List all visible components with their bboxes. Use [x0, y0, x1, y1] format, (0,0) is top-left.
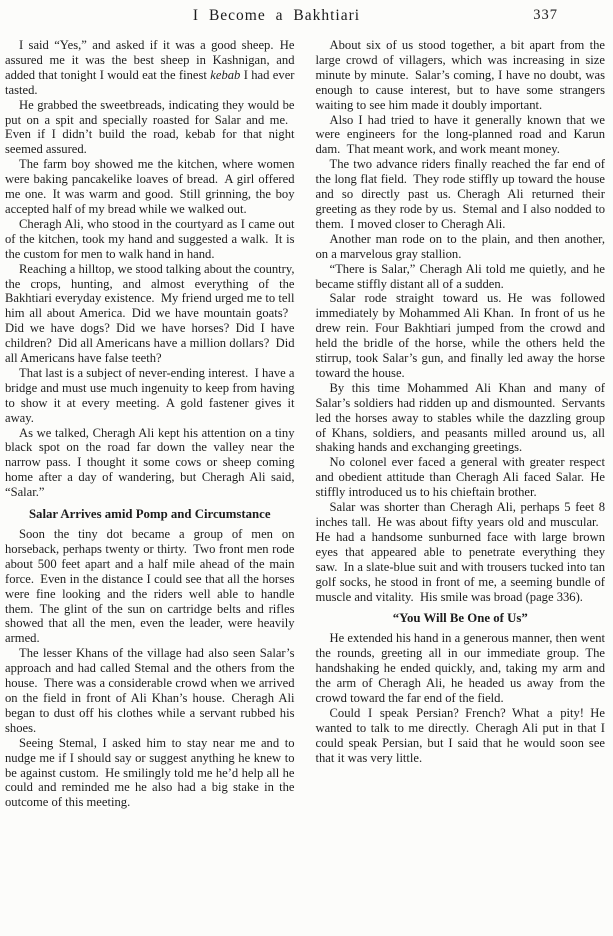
- paragraph: He extended his hand in a generous manner, then went the rounds, greeting all in our immediate group. The handshaking he ended quickly, and, taking my arm and the arm of Cheragh Ali, he headed us away from the crowd toward the far end of the field.: [315, 631, 605, 705]
- paragraph: The two advance riders finally reached the far end of the long flat field. They rode stiffly up toward the house and so directly past us. Cheragh Ali returned their greeting as they rode by us. Stemal and I also nodded to them. I moved closer to Cheragh Ali.: [315, 157, 605, 231]
- paragraph: Could I speak Persian? French? What a pity! He wanted to talk to me directly. Cheragh Ali put in that I could speak Persian, but I said that he would soon see that it was very little.: [315, 705, 605, 765]
- paragraph: As we talked, Cheragh Ali kept his attention on a tiny black spot on the road far down the valley near the narrow pass. I thought it some cows or sheep coming home after a day of wandering, but Cheragh Ali said, “Salar.”: [5, 425, 295, 500]
- section-heading: “You Will Be One of Us”: [392, 611, 528, 626]
- text-body: [0, 38, 613, 810]
- page-number: 337: [533, 7, 558, 23]
- paragraph: About six of us stood together, a bit apart from the large crowd of villagers, which was increasing in size minute by minute. Salar’s coming, I have no doubt, was enough to cause interest, but to have some strangers waiting to see him made it doubly important.: [315, 38, 605, 112]
- paragraph: Salar was shorter than Cheragh Ali, perhaps 5 feet 8 inches tall. He was about fifty years old and muscular. He had a handsome sunburned face with large brown eyes that appeared able to penetrate everything they saw. In a slate-blue suit and with trousers tucked into tan golf socks, he stood in front of me, a seeming bundle of muscle and vitality. His smile was broad (page 336).: [315, 500, 605, 604]
- paragraph: He grabbed the sweetbreads, indicating they would be put on a spit and specially roasted for Salar and me. Even if I didn’t build the road, kebab for that night seemed assured.: [5, 97, 295, 157]
- running-header: [0, 7, 613, 24]
- paragraph: Reaching a hilltop, we stood talking about the country, the crops, hunting, and almost everything of the Bakhtiari everyday existence. My friend urged me to tell him all about America. Did we have mountain goats? Did we have dogs? Did we have horses? Did I have children? Did all Americans have a million dollars? Did all Americans have false teeth?: [5, 261, 295, 366]
- paragraph: I said “Yes,” and asked if it was a good sheep. He assured me it was the best sheep in Kashnigan, and added that tonight I would eat the finest kebab I had ever tasted.: [5, 38, 295, 97]
- paragraph: The farm boy showed me the kitchen, where women were baking pancakelike loaves of bread. A girl offered me one. It was warm and good. Still grinning, the boy accepted half of my bread while we walked out.: [5, 157, 295, 216]
- paragraph: Cheragh Ali, who stood in the courtyard as I came out of the kitchen, took my hand and suggested a walk. It is the custom for men to walk hand in hand.: [5, 216, 295, 261]
- paragraph: Salar rode straight toward us. He was followed immediately by Mohammed Ali Khan. In front of us he drew rein. Four Bakhtiari jumped from the crowd and held the bridle of the horse, while the others held the stirrup, took Salar’s gun, and finally led away the horse toward the house.: [315, 291, 605, 380]
- paragraph: Another man rode on to the plain, and then another, on a marvelous gray stallion.: [315, 231, 605, 261]
- paragraph: Seeing Stemal, I asked him to stay near me and to nudge me if I should say or suggest anything he knew to be against custom. He smilingly told me he’d help all he could and reminded me he also had a big stake in the outcome of this meeting.: [5, 735, 295, 810]
- left-column: [5, 38, 295, 810]
- section-heading: Salar Arrives amid Pomp and Circumstance: [28, 507, 271, 522]
- paragraph: That last is a subject of never-ending interest. I have a bridge and must use much ingenuity to keep from having to show it at every meeting. A gold fastener gives it away.: [5, 365, 295, 425]
- paragraph: Soon the tiny dot became a group of men on horseback, perhaps twenty or thirty. Two front men rode about 500 feet apart and a half mile ahead of the main force. Even in the distance I could see that all the horses were fine looking and the riders well able to handle them. The glint of the sun on cartridge belts and rifles showed that all the men, even the leader, were heavily armed.: [5, 527, 295, 646]
- paragraph: By this time Mohammed Ali Khan and many of Salar’s soldiers had ridden up and dismounted. Servants led the horses away to stables while the dazzling group of Khans, soldiers, and peasants milled around us, all shaking hands and exchanging greetings.: [315, 380, 605, 455]
- paragraph: The lesser Khans of the village had also seen Salar’s approach and had called Stemal and the others from the house. There was a considerable crowd when we arrived on the field in front of Ali Khan’s house. Cheragh Ali began to dust off his clothes while a servant rubbed his shoes.: [5, 646, 295, 735]
- paragraph: Also I had tried to have it generally known that we were engineers for the long-planned road and Karun dam. That meant work, and work meant money.: [315, 112, 605, 157]
- paragraph: No colonel ever faced a general with greater respect and obedient attitude than Cheragh Ali faced Salar. He stiffly introduced us to his chieftain brother.: [315, 455, 605, 500]
- page-title: I Become a Bakhtiari: [192, 7, 361, 24]
- right-column: [316, 38, 606, 810]
- paragraph: “There is Salar,” Cheragh Ali told me quietly, and he became stiffly distant all of a sudden.: [315, 261, 605, 291]
